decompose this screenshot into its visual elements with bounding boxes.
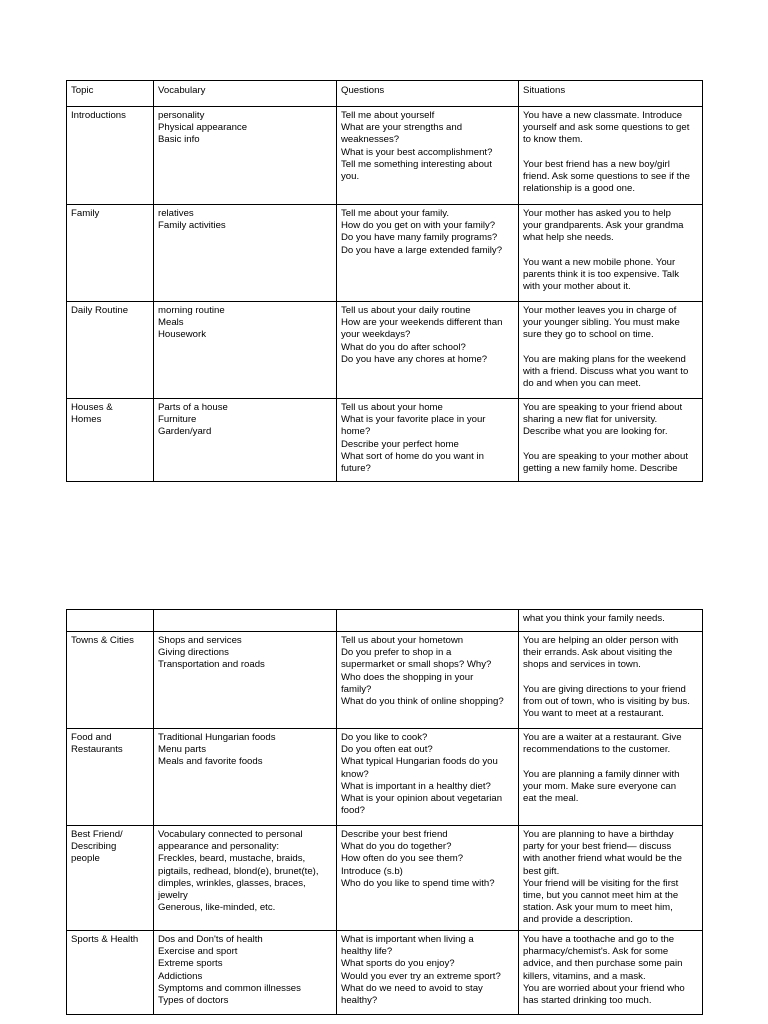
cell-line: What are your strengths and [341, 122, 463, 134]
cell-line [341, 613, 514, 625]
cell-line: Tell me about your family. [341, 208, 450, 219]
vocabulary-cell [154, 205, 337, 302]
table-row [67, 632, 703, 729]
cell-line: You have a new classmate. Introduce [523, 110, 683, 121]
cell-line: family? [341, 683, 372, 695]
cell-line: appearance and personality: [158, 841, 280, 853]
topic-cell [67, 729, 154, 826]
continuation-row [67, 610, 703, 632]
cell-line: Menu parts [158, 744, 206, 756]
cell-line: What is your favorite place in your [341, 414, 486, 426]
questions-cell [337, 729, 519, 826]
cell-line: Types of doctors [158, 995, 229, 1007]
cell-line: Vocabulary connected to personal [158, 829, 303, 840]
cell-line [71, 613, 149, 625]
cell-line: Generous, like-minded, etc. [158, 902, 276, 914]
vocabulary-cell [154, 729, 337, 826]
cell-line: know? [341, 768, 369, 780]
cell-line: Daily Routine [71, 305, 129, 316]
cell-line: How do you get on with your family? [341, 220, 496, 232]
questions-cell [337, 632, 519, 729]
cell-line: Your mother has asked you to help [523, 208, 671, 219]
cell-line: Who do you like to spend time with? [341, 877, 495, 889]
cell-line: What sort of home do you want in [341, 450, 484, 462]
topics-table-page-part-1 [66, 80, 703, 482]
cell-line: your weekdays? [341, 329, 411, 341]
vocabulary-cell [154, 826, 337, 931]
cell-line [523, 147, 698, 159]
table-row [67, 931, 703, 1015]
cell-line: weaknesses? [341, 134, 400, 146]
questions-cell [337, 205, 519, 302]
cell-line: Do you like to cook? [341, 732, 428, 743]
cell-line: Garden/yard [158, 426, 212, 438]
cell-line: You have a toothache and go to the [523, 934, 675, 945]
cell-line: What is your best accomplishment? [341, 146, 493, 158]
cell-line: and provide a description. [523, 914, 633, 926]
cell-line: Do you often eat out? [341, 744, 433, 756]
cell-line: Family activities [158, 220, 226, 232]
topic-cell [67, 107, 154, 205]
cell-line: friend. Ask some questions to see if the [523, 171, 690, 182]
header-topic: Topic [67, 81, 154, 107]
situations-cell [519, 205, 703, 302]
table-row [67, 302, 703, 399]
cell-line: killers, vitamins, and a mask. [523, 970, 646, 982]
questions-cell [337, 399, 519, 482]
cell-line: your grandparents. Ask your grandma [523, 220, 684, 232]
cell-line: Exercise and sport [158, 946, 238, 958]
cell-line: Do you prefer to shop in a [341, 647, 452, 659]
cell-line: you. [341, 171, 360, 183]
cell-line: You are making plans for the weekend [523, 353, 686, 365]
cell-line: future? [341, 463, 371, 475]
cell-line: What is your opinion about vegetarian [341, 793, 503, 805]
cell-line: Food and [71, 732, 112, 743]
cell-line: Extreme sports [158, 958, 223, 970]
cell-line: getting a new family home. Describe [523, 463, 678, 474]
questions-cell [337, 107, 519, 205]
cell-line: Sports & Health [71, 934, 139, 945]
cell-line: personality [158, 110, 205, 121]
cell-line: jewelry [158, 890, 188, 902]
cell-line: What do we need to avoid to stay [341, 982, 483, 994]
situations-cell [519, 931, 703, 1015]
cell-line: Parts of a house [158, 402, 228, 413]
cell-line: Best Friend/ [71, 829, 123, 840]
questions-cell [337, 610, 519, 632]
cell-line: morning routine [158, 305, 225, 316]
cell-line: parents think it is too expensive. Talk [523, 269, 680, 280]
cell-line: Meals and favorite foods [158, 756, 263, 768]
cell-line: You are planning to have a birthday [523, 829, 674, 840]
cell-line: You are helping an older person with [523, 635, 679, 646]
cell-line [523, 342, 698, 354]
cell-line: Meals [158, 317, 184, 329]
cell-line: What do you think of online shopping? [341, 696, 504, 708]
cell-line: Symptoms and common illnesses [158, 982, 301, 994]
cell-line: sure they go to school on time. [523, 329, 654, 341]
cell-line: You are planning a family dinner with [523, 768, 680, 780]
cell-line: Transportation and roads [158, 659, 265, 671]
cell-line [523, 439, 698, 451]
topic-cell [67, 826, 154, 931]
cell-line: Your best friend has a new boy/girl [523, 158, 670, 170]
table-row [67, 826, 703, 931]
cell-line: supermarket or small shops? Why? [341, 659, 492, 671]
cell-line [523, 672, 698, 684]
cell-line: What is important when living a [341, 934, 474, 945]
vocabulary-cell [154, 107, 337, 205]
cell-line: your younger sibling. You must make [523, 317, 680, 329]
cell-line: You want to meet at a restaurant. [523, 708, 664, 720]
cell-line: food? [341, 805, 366, 817]
vocabulary-cell [154, 931, 337, 1015]
cell-line [158, 613, 332, 625]
header-vocabulary: Vocabulary [154, 81, 337, 107]
cell-line: Do you have a large extended family? [341, 244, 503, 256]
topic-cell [67, 205, 154, 302]
table-row [67, 205, 703, 302]
cell-line: to know them. [523, 134, 583, 146]
cell-line: best gift. [523, 865, 560, 877]
questions-cell [337, 931, 519, 1015]
cell-line: with your mother about it. [523, 281, 631, 293]
cell-line: your mom. Make sure everyone can [523, 780, 677, 792]
cell-line: Physical appearance [158, 122, 248, 134]
cell-line: station. Ask your mum to meet him, [523, 902, 673, 914]
topic-cell [67, 931, 154, 1015]
questions-cell [337, 302, 519, 399]
cell-line: What is important in a healthy diet? [341, 780, 491, 792]
cell-line [523, 756, 698, 768]
cell-line: Would you ever try an extreme sport? [341, 970, 501, 982]
cell-line: You are speaking to your mother about [523, 450, 688, 462]
cell-line: pharmacy/chemist's. Ask for some [523, 946, 669, 958]
vocabulary-cell [154, 302, 337, 399]
cell-line: You are worried about your friend who [523, 982, 685, 994]
table-row [67, 729, 703, 826]
cell-line: Describing [71, 841, 117, 853]
header-questions: Questions [337, 81, 519, 107]
cell-line: shops and services in town. [523, 659, 641, 671]
cell-line: Do you have any chores at home? [341, 353, 488, 365]
cell-line: their errands. Ask about visiting the [523, 647, 673, 659]
cell-line: What sports do you enjoy? [341, 958, 455, 970]
cell-line: Introductions [71, 110, 126, 121]
cell-line: Shops and services [158, 635, 242, 646]
situations-cell [519, 826, 703, 931]
cell-line: What do you do together? [341, 841, 452, 853]
cell-line: from out of town, who is visiting by bus. [523, 696, 690, 707]
situations-cell [519, 107, 703, 205]
cell-line: Addictions [158, 970, 203, 982]
cell-line: has started drinking too much. [523, 995, 652, 1007]
cell-line: sharing a new flat for university. [523, 414, 658, 426]
cell-line: Giving directions [158, 647, 229, 659]
cell-line: Restaurants [71, 744, 123, 756]
cell-line: Do you have many family programs? [341, 232, 498, 244]
cell-line: Furniture [158, 414, 197, 426]
cell-line: Homes [71, 414, 102, 426]
topics-table-page-part-2 [66, 609, 703, 1015]
header-situations: Situations [519, 81, 703, 107]
cell-line: healthy? [341, 995, 378, 1007]
cell-line: healthy life? [341, 946, 393, 958]
cell-line: What do you do after school? [341, 341, 466, 353]
situations-cell [519, 632, 703, 729]
cell-line: relatives [158, 208, 194, 219]
cell-line: Towns & Cities [71, 635, 134, 646]
cell-line: with a friend. Discuss what you want to [523, 366, 689, 377]
cell-line: people [71, 853, 100, 865]
cell-line: time, but you cannot meet him at the [523, 890, 679, 902]
cell-line: Tell me about yourself [341, 110, 435, 121]
cell-line: yourself and ask some questions to get [523, 122, 690, 134]
vocabulary-cell [154, 610, 337, 632]
cell-line: You are giving directions to your friend [523, 683, 686, 695]
questions-cell [337, 826, 519, 931]
cell-line: what help she needs. [523, 232, 614, 244]
vocabulary-cell [154, 399, 337, 482]
cell-line: How are your weekends different than [341, 317, 503, 329]
table-row [67, 399, 703, 482]
cell-line: recommendations to the customer. [523, 744, 671, 756]
cell-line: what you think your family needs. [523, 613, 665, 624]
topic-cell [67, 302, 154, 399]
cell-line: Freckles, beard, mustache, braids, [158, 853, 306, 865]
cell-line: pigtails, redhead, blond(e), brunet(te), [158, 865, 319, 877]
situations-cell [519, 610, 703, 632]
cell-line: Your friend will be visiting for the first [523, 877, 679, 889]
cell-line: relationship is a good one. [523, 183, 636, 195]
cell-line: How often do you see them? [341, 853, 464, 865]
cell-line: Describe your best friend [341, 829, 448, 840]
cell-line: You are a waiter at a restaurant. Give [523, 732, 682, 743]
cell-line: dimples, wrinkles, glasses, braces, [158, 877, 306, 889]
cell-line: Basic info [158, 134, 200, 146]
situations-cell [519, 302, 703, 399]
cell-line: You want a new mobile phone. Your [523, 256, 676, 268]
cell-line: Houses & [71, 402, 113, 413]
cell-line: Traditional Hungarian foods [158, 732, 276, 743]
cell-line: Describe what you are looking for. [523, 426, 668, 438]
vocabulary-cell [154, 632, 337, 729]
cell-line: You are speaking to your friend about [523, 402, 683, 413]
cell-line: Introduce (s.b) [341, 865, 403, 877]
cell-line: What typical Hungarian foods do you [341, 756, 498, 768]
cell-line: Describe your perfect home [341, 438, 459, 450]
cell-line: Housework [158, 329, 206, 341]
cell-line: Dos and Don'ts of health [158, 934, 263, 945]
cell-line: Tell us about your daily routine [341, 305, 471, 316]
cell-line: do and when you can meet. [523, 378, 641, 390]
cell-line: Tell us about your home [341, 402, 443, 413]
cell-line: home? [341, 426, 371, 438]
table-header-row [67, 81, 703, 107]
cell-line: Family [71, 208, 100, 219]
cell-line: Who does the shopping in your [341, 671, 474, 683]
cell-line: with another friend what would be the [523, 853, 682, 865]
cell-line: advice, and then purchase some pain [523, 958, 683, 970]
cell-line: party for your best friend— discuss [523, 841, 672, 853]
cell-line: Your mother leaves you in charge of [523, 305, 677, 316]
topic-cell [67, 610, 154, 632]
cell-line [523, 245, 698, 257]
cell-line: eat the meal. [523, 793, 579, 804]
cell-line: Tell me something interesting about [341, 158, 492, 170]
situations-cell [519, 729, 703, 826]
topic-cell [67, 399, 154, 482]
topic-cell [67, 632, 154, 729]
cell-line: Tell us about your hometown [341, 635, 464, 646]
table-row [67, 107, 703, 205]
situations-cell [519, 399, 703, 482]
